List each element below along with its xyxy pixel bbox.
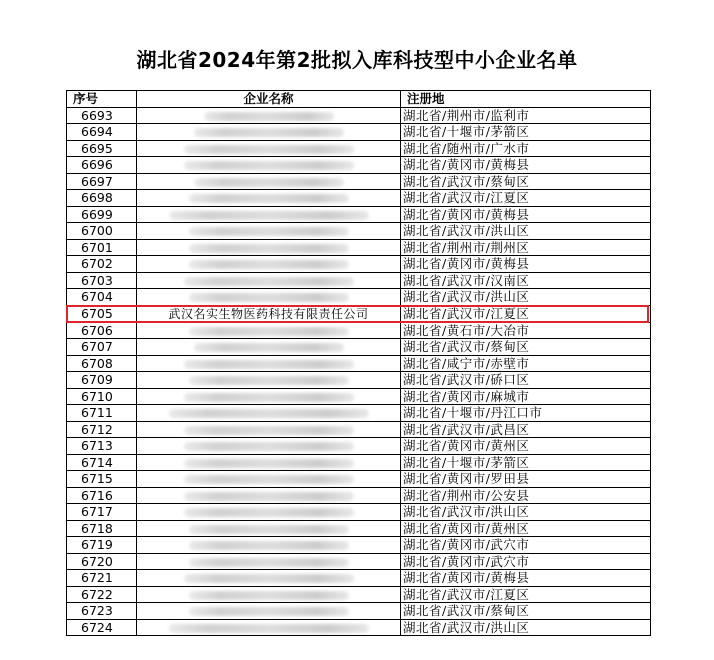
table-row <box>67 586 651 603</box>
company-name-cell <box>137 256 401 273</box>
table-row <box>67 454 651 471</box>
table-row <box>67 173 651 190</box>
registration-place: 湖北省/武汉市/江夏区 <box>401 305 651 322</box>
table-row <box>67 239 651 256</box>
redacted-company-name <box>189 327 349 336</box>
table-row <box>67 256 651 273</box>
redacted-company-name <box>189 376 349 385</box>
company-name: 武汉名实生物医药科技有限责任公司 <box>168 306 369 321</box>
row-number: 6697 <box>67 173 137 190</box>
redacted-company-name <box>189 607 349 616</box>
table-row <box>67 223 651 240</box>
redacted-company-name <box>184 492 354 501</box>
registration-place: 湖北省/十堰市/丹江口市 <box>401 405 651 422</box>
redacted-company-name <box>194 343 344 352</box>
row-number: 6715 <box>67 471 137 488</box>
page-title: 湖北省2024年第2批拟入库科技型中小企业名单 <box>136 48 578 72</box>
redacted-company-name <box>189 558 349 567</box>
company-name-cell <box>137 388 401 405</box>
company-name-cell <box>137 190 401 207</box>
company-name-cell <box>137 173 401 190</box>
row-number: 6723 <box>67 603 137 620</box>
registration-place: 湖北省/咸宁市/赤壁市 <box>401 355 651 372</box>
redacted-company-name <box>184 161 354 170</box>
company-name-cell <box>137 537 401 554</box>
row-number: 6710 <box>67 388 137 405</box>
table-row <box>67 372 651 389</box>
table-row <box>67 140 651 157</box>
company-name-cell <box>137 504 401 521</box>
redacted-company-name <box>189 194 349 203</box>
company-name-cell <box>137 471 401 488</box>
registration-place: 湖北省/荆州市/荆州区 <box>401 239 651 256</box>
table-row <box>67 405 651 422</box>
company-name-cell <box>137 421 401 438</box>
registration-place: 湖北省/武汉市/洪山区 <box>401 289 651 306</box>
redacted-company-name <box>194 128 344 137</box>
column-header-number: 序号 <box>67 91 137 108</box>
table-row <box>67 421 651 438</box>
table-row <box>67 305 651 322</box>
company-name-cell <box>137 586 401 603</box>
row-number: 6694 <box>67 124 137 141</box>
registration-place: 湖北省/黄冈市/黄州区 <box>401 438 651 455</box>
table-row <box>67 339 651 356</box>
row-number: 6704 <box>67 289 137 306</box>
table-row <box>67 206 651 223</box>
table-header-row <box>67 91 651 108</box>
row-number: 6712 <box>67 421 137 438</box>
registration-place: 湖北省/武汉市/武昌区 <box>401 421 651 438</box>
row-number: 6698 <box>67 190 137 207</box>
table-row <box>67 107 651 124</box>
table-row <box>67 355 651 372</box>
registration-place: 湖北省/武汉市/蔡甸区 <box>401 339 651 356</box>
registration-place: 湖北省/黄冈市/武穴市 <box>401 553 651 570</box>
company-name-cell <box>137 140 401 157</box>
company-name-cell <box>137 339 401 356</box>
row-number: 6703 <box>67 272 137 289</box>
redacted-company-name <box>184 508 354 517</box>
table-row <box>67 388 651 405</box>
company-name-cell <box>137 124 401 141</box>
registration-place: 湖北省/荆州市/公安县 <box>401 487 651 504</box>
table-row <box>67 157 651 174</box>
company-name-cell <box>137 305 401 322</box>
table-row <box>67 471 651 488</box>
row-number: 6722 <box>67 586 137 603</box>
registration-place: 湖北省/武汉市/硚口区 <box>401 372 651 389</box>
row-number: 6721 <box>67 570 137 587</box>
registration-place: 湖北省/黄冈市/罗田县 <box>401 471 651 488</box>
redacted-company-name <box>169 409 369 418</box>
company-name-cell <box>137 454 401 471</box>
row-number: 6707 <box>67 339 137 356</box>
registration-place: 湖北省/随州市/广水市 <box>401 140 651 157</box>
redacted-company-name <box>184 426 354 435</box>
company-name-cell <box>137 603 401 620</box>
registration-place: 湖北省/黄石市/大冶市 <box>401 322 651 339</box>
registration-place: 湖北省/荆州市/监利市 <box>401 107 651 124</box>
row-number: 6717 <box>67 504 137 521</box>
table-row <box>67 619 651 636</box>
row-number: 6696 <box>67 157 137 174</box>
table-row <box>67 289 651 306</box>
table-row <box>67 190 651 207</box>
row-number: 6719 <box>67 537 137 554</box>
company-name-cell <box>137 289 401 306</box>
registration-place: 湖北省/黄冈市/黄梅县 <box>401 206 651 223</box>
row-number: 6700 <box>67 223 137 240</box>
registration-place: 湖北省/武汉市/洪山区 <box>401 223 651 240</box>
table-row <box>67 438 651 455</box>
registration-place: 湖北省/武汉市/江夏区 <box>401 586 651 603</box>
table-row <box>67 553 651 570</box>
registration-place: 湖北省/十堰市/茅箭区 <box>401 454 651 471</box>
company-name-cell <box>137 520 401 537</box>
redacted-company-name <box>189 293 349 302</box>
row-number: 6693 <box>67 107 137 124</box>
row-number: 6706 <box>67 322 137 339</box>
company-name-cell <box>137 372 401 389</box>
redacted-company-name <box>184 393 354 402</box>
column-header-company-name: 企业名称 <box>137 91 401 108</box>
row-number: 6705 <box>67 305 137 322</box>
table-row <box>67 520 651 537</box>
company-name-cell <box>137 405 401 422</box>
registration-place: 湖北省/武汉市/江夏区 <box>401 190 651 207</box>
company-name-cell <box>137 438 401 455</box>
redacted-company-name <box>184 145 354 154</box>
redacted-company-name <box>184 360 354 369</box>
row-number: 6716 <box>67 487 137 504</box>
company-name-cell <box>137 107 401 124</box>
redacted-company-name <box>184 574 354 583</box>
table-row <box>67 603 651 620</box>
row-number: 6713 <box>67 438 137 455</box>
table-row <box>67 272 651 289</box>
redacted-company-name <box>189 541 349 550</box>
company-name-cell <box>137 223 401 240</box>
row-number: 6701 <box>67 239 137 256</box>
row-number: 6702 <box>67 256 137 273</box>
company-name-cell <box>137 239 401 256</box>
company-name-cell <box>137 157 401 174</box>
table-row <box>67 124 651 141</box>
registration-place: 湖北省/武汉市/汉南区 <box>401 272 651 289</box>
table-row <box>67 487 651 504</box>
redacted-company-name <box>189 244 349 253</box>
row-number: 6695 <box>67 140 137 157</box>
redacted-company-name <box>184 475 354 484</box>
registration-place: 湖北省/武汉市/蔡甸区 <box>401 173 651 190</box>
registration-place: 湖北省/武汉市/洪山区 <box>401 504 651 521</box>
redacted-company-name <box>184 277 354 286</box>
row-number: 6709 <box>67 372 137 389</box>
redacted-company-name <box>189 591 349 600</box>
registration-place: 湖北省/黄冈市/麻城市 <box>401 388 651 405</box>
registration-place: 湖北省/黄冈市/黄梅县 <box>401 157 651 174</box>
table-row <box>67 322 651 339</box>
company-name-cell <box>137 553 401 570</box>
table-row <box>67 570 651 587</box>
row-number: 6714 <box>67 454 137 471</box>
row-number: 6699 <box>67 206 137 223</box>
redacted-company-name <box>184 459 354 468</box>
column-header-registration-place: 注册地 <box>401 91 651 108</box>
redacted-company-name <box>189 227 349 236</box>
registration-place: 湖北省/武汉市/蔡甸区 <box>401 603 651 620</box>
redacted-company-name <box>194 178 344 187</box>
redacted-company-name <box>204 112 334 121</box>
registration-place: 湖北省/黄冈市/武穴市 <box>401 537 651 554</box>
redacted-company-name <box>169 624 369 633</box>
company-name-cell <box>137 619 401 636</box>
table-row <box>67 504 651 521</box>
registration-place: 湖北省/黄冈市/黄梅县 <box>401 570 651 587</box>
company-name-cell <box>137 355 401 372</box>
company-name-cell <box>137 487 401 504</box>
registration-place: 湖北省/十堰市/茅箭区 <box>401 124 651 141</box>
row-number: 6711 <box>67 405 137 422</box>
company-name-cell <box>137 570 401 587</box>
row-number: 6724 <box>67 619 137 636</box>
redacted-company-name <box>189 525 349 534</box>
row-number: 6708 <box>67 355 137 372</box>
redacted-company-name <box>184 442 354 451</box>
redacted-company-name <box>189 260 349 269</box>
row-number: 6720 <box>67 553 137 570</box>
registration-place: 湖北省/武汉市/洪山区 <box>401 619 651 636</box>
company-name-cell <box>137 206 401 223</box>
company-name-cell <box>137 322 401 339</box>
table-row <box>67 537 651 554</box>
row-number: 6718 <box>67 520 137 537</box>
registration-place: 湖北省/黄冈市/黄梅县 <box>401 256 651 273</box>
company-name-cell <box>137 272 401 289</box>
redacted-company-name <box>169 211 369 220</box>
company-list-table <box>66 90 651 636</box>
registration-place: 湖北省/黄冈市/黄州区 <box>401 520 651 537</box>
